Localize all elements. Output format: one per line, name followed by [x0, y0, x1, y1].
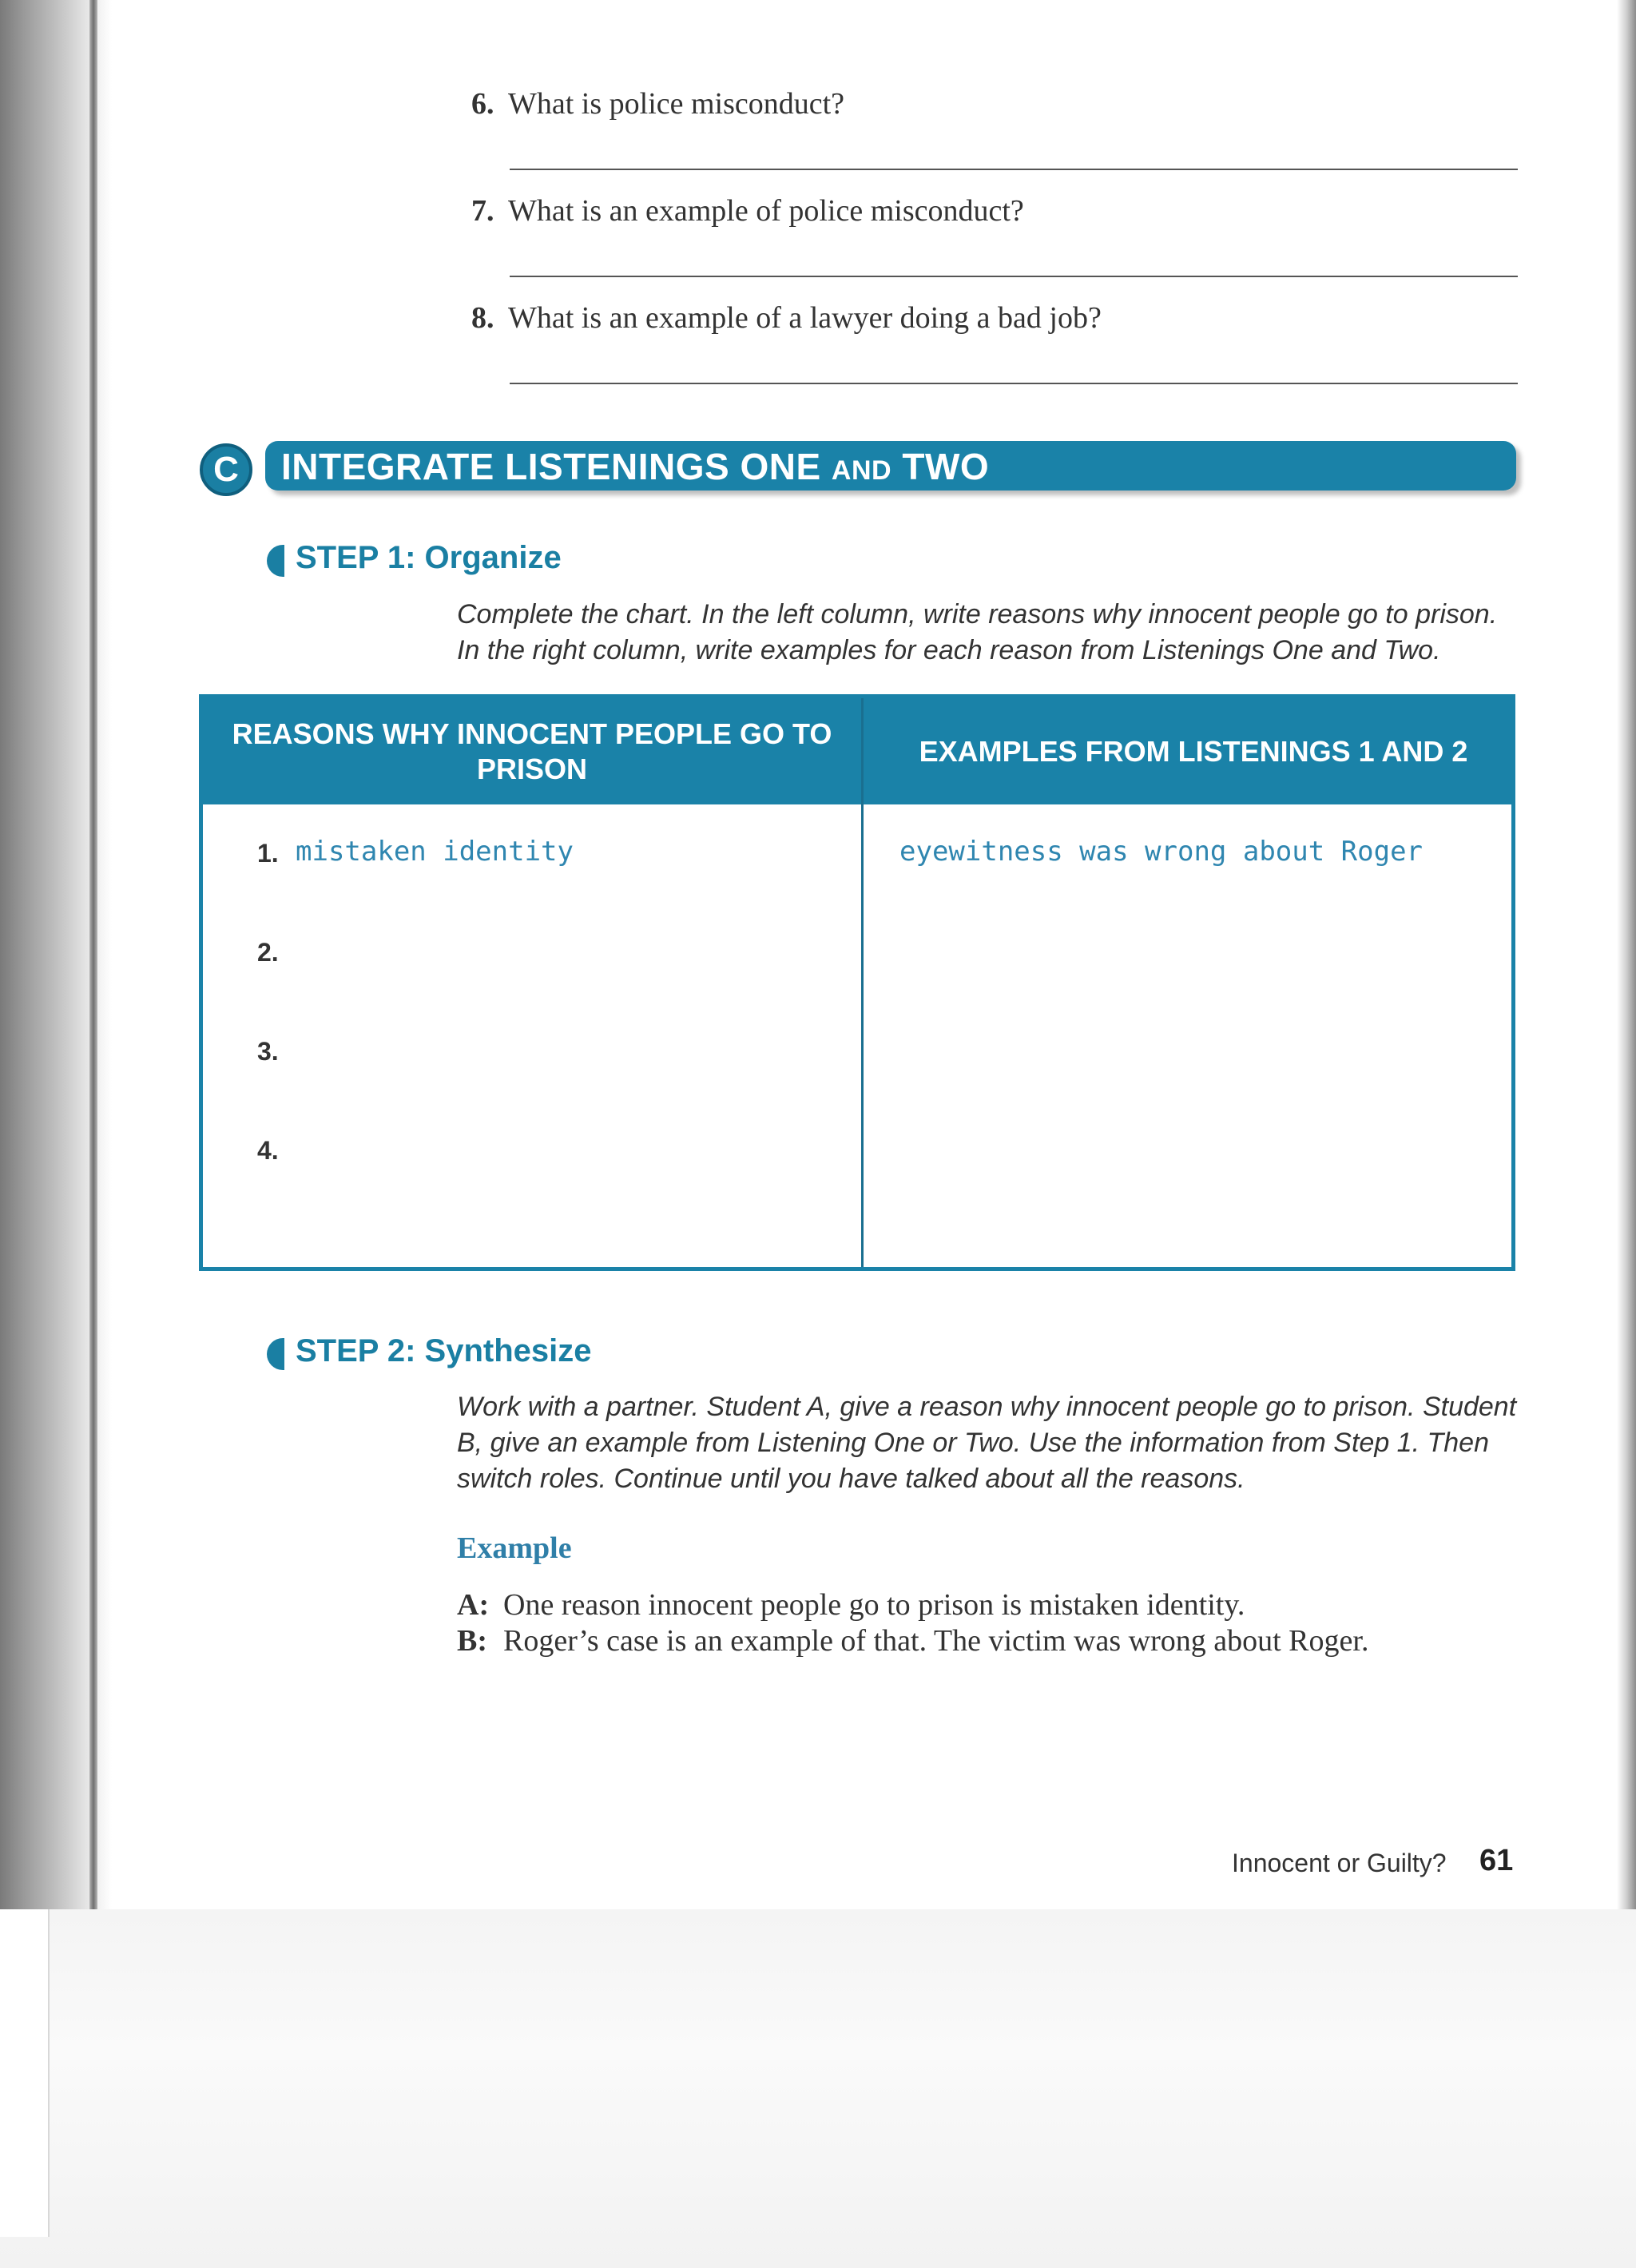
section-title-end: TWO	[891, 446, 990, 487]
question-text: What is police misconduct?	[508, 87, 845, 121]
section-title	[281, 444, 989, 493]
reasons-chart	[199, 694, 1515, 1271]
page-binding-fold	[89, 0, 97, 1917]
row-number-1: 1.	[257, 839, 279, 868]
left-sheet-edge	[0, 1909, 50, 2237]
example-cell-1[interactable]: eyewitness was wrong about Roger	[899, 836, 1424, 868]
scan-background	[0, 1909, 1636, 2268]
section-letter-badge: C	[200, 443, 252, 496]
page-number: 61	[1479, 1844, 1514, 1877]
dialog-line-a	[457, 1587, 1245, 1623]
answer-line-8[interactable]	[510, 383, 1518, 384]
answer-line-6[interactable]	[510, 169, 1518, 170]
speaker-b: B:	[457, 1624, 487, 1658]
chart-header-examples: EXAMPLES FROM LISTENINGS 1 AND 2	[919, 734, 1468, 768]
reason-cell-1[interactable]: mistaken identity	[296, 836, 574, 868]
question-8	[471, 300, 1102, 336]
step-2-instructions: Work with a partner. Student A, give a reason why innocent people go to prison. Student B, give an example from Listening One or Two. Use the information from Step 1. Then switch roles. Continue until you have talked about all the reasons.	[457, 1392, 1517, 1494]
row-number-3: 3.	[257, 1037, 279, 1066]
question-text: What is an example of a lawyer doing a bad job?	[508, 301, 1102, 335]
question-number: 8.	[471, 301, 494, 335]
step-2-title: STEP 2: Synthesize	[296, 1333, 592, 1368]
example-heading: Example	[457, 1531, 572, 1565]
step-1-marker	[267, 545, 284, 577]
section-title-and: AND	[831, 455, 892, 486]
running-footer-title: Innocent or Guilty?	[1232, 1849, 1447, 1877]
row-number-4: 4.	[257, 1136, 279, 1165]
dialog-line-b	[457, 1623, 1368, 1658]
section-title-main: INTEGRATE LISTENINGS ONE	[281, 446, 832, 487]
question-number: 7.	[471, 194, 494, 228]
row-number-2: 2.	[257, 938, 279, 967]
step-1-instructions: Complete the chart. In the left column, write reasons why innocent people go to prison. In the right column, write examples for each reason from Listenings One and Two.	[457, 599, 1498, 665]
chart-column-divider	[861, 698, 864, 1267]
chart-header-reasons: REASONS WHY INNOCENT PEOPLE GO TO PRISON	[232, 717, 832, 785]
question-text: What is an example of police misconduct?	[508, 194, 1024, 228]
question-7	[471, 193, 1024, 228]
question-number: 6.	[471, 87, 494, 121]
question-6	[471, 86, 844, 121]
answer-line-7[interactable]	[510, 276, 1518, 277]
dialog-text-b: Roger’s case is an example of that. The victim was wrong about Roger.	[503, 1624, 1369, 1658]
step-1-title: STEP 1: Organize	[296, 540, 562, 575]
dialog-text-a: One reason innocent people go to prison is mistaken identity.	[503, 1588, 1245, 1622]
step-2-marker	[267, 1338, 284, 1370]
speaker-a: A:	[457, 1588, 490, 1622]
page-right-edge	[1617, 0, 1636, 1917]
